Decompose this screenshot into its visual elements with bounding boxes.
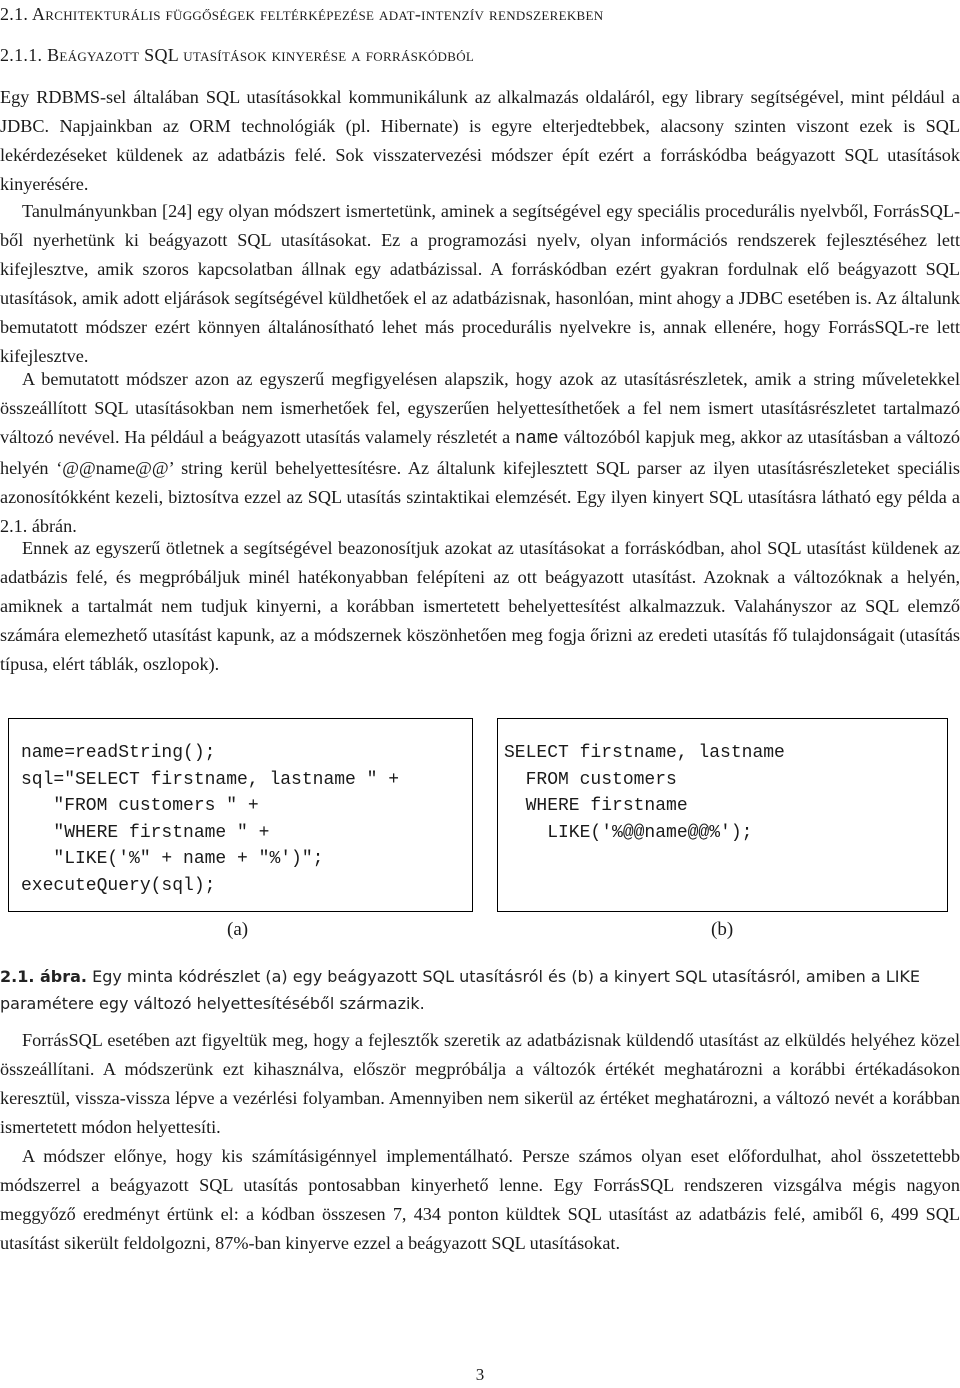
subfigure-label-a: (a) xyxy=(227,919,249,940)
paragraph-method-text-1: A bemutatott módszer azon az egyszerű megfigyelésen alapszik, hogy azok az utasításrészletek, amik a string műveletekkel összeállított SQL utasításokban nem ismerhetőek fel, egyszerűen helyettesíthetőek a fel nem ismert utasításrészletet tartalmazó változó nevével. Ha például a beágyazott utasítás valamely részletét a xyxy=(0,369,960,447)
paragraph-results: A módszer előnye, hogy kis számításigénnyel implementálható. Persze számos olyan eset előfordulhat, ahol összetettebb módszerrel a beágyazott SQL utasítás pontosabban kinyerhető lenne. Egy ForrásSQL rendszeren vizsgálva mégis nagyon meggyőző eredményt értünk el: a kódban összesen 7, 434 ponton küldtek SQL utasítást az adatbázis felé, amiből 6, 499 SQL utasítást sikerült feldolgozni, 87%-ban kinyerve ezzel a beágyazott SQL utasításokat. xyxy=(0,1146,960,1253)
code-listing-b-text: SELECT firstname, lastname FROM customers WHERE firstname LIKE('%@@name@@%'); xyxy=(504,743,785,843)
inline-code-name: name xyxy=(515,429,559,449)
paragraph-method-text-2: változóból kapjuk meg, akkor az utasításban a változó helyén ‘@@name@@’ string kerül behelyettesítésre. Az általunk kifejlesztett SQL parser az ilyen utasításrészleteket speciális azonosítókként kezeli, biztosítva ezzel az SQL utasítás szintaktikai elemzését. Egy ilyen kinyert SQL utasításra látható egy példa a 2.1. ábrán. xyxy=(0,427,960,536)
code-listing-b xyxy=(497,718,948,912)
figure-caption-label: 2.1. ábra. xyxy=(0,967,88,986)
paragraph-method xyxy=(0,365,960,541)
subsection-heading: 2.1.1. Beágyazott SQL utasítások kinyerése a forráskódból xyxy=(0,45,475,65)
section-heading: 2.1. Architekturális függőségek feltérképezése adat-intenzív rendszerekben xyxy=(0,4,604,24)
paragraph-forrassql: ForrásSQL esetében azt figyeltük meg, hogy a fejlesztők szeretik az adatbázisnak küldendő utasítást az elküldés helyéhez közel összeállítani. A módszerünk ezt kihasználva, először megpróbálja a változók értékét meghatározni a korábbi értékadásokon keresztül, vissza-vissza lépve a vezérlési folyamban. Amennyiben nem sikerül az értéket meghatározni, a változó nevét a korábban ismertetett módon helyettesíti. xyxy=(0,1030,960,1137)
code-listing-a-text: name=readString(); sql="SELECT firstname, lastname " + "FROM customers " + "WHERE firstname " + "LIKE('%" + name + "%')"; executeQuery(sql); xyxy=(21,743,400,896)
page-number: 3 xyxy=(475,1365,485,1384)
paragraph-intro: Egy RDBMS-sel általában SQL utasításokkal kommunikálunk az alkalmazás oldaláról, egy library segítségével, mint például a JDBC. Napjainkban az ORM technológiák (pl. Hibernate) is egyre elterjedtebbek, alacsony szinten viszont ezek is SQL lekérdezéseket küldenek az adatbázis felé. Sok visszatervezési módszer épít ezért a forráskódba beágyazott SQL utasítások kinyerésére. xyxy=(0,87,960,194)
paragraph-idea: Ennek az egyszerű ötletnek a segítségével beazonosítjuk azokat az utasításokat a forráskódban, ahol SQL utasítást küldenek az adatbázis felé, és megpróbáljuk minél hatékonyabban felépíteni az ott beágyazott utasítást. Azoknak a változóknak a helyén, amiknek a tartalmát nem tudjuk kinyerni, a korábban ismertetett behelyettesítést alkalmazzuk. Valahányszor az SQL elemző számára elemezhető utasítást kapunk, az a módszernek köszönhetően meg fogja őrizni az eredeti utasítás fő tulajdonságait (utasítás típusa, elért táblák, oszlopok). xyxy=(0,538,960,674)
figure-caption xyxy=(0,963,960,1017)
figure-caption-text: Egy minta kódrészlet (a) egy beágyazott SQL utasításról és (b) a kinyert SQL utasításról, amiben a LIKE paramétere egy változó helyettesítéséből származik. xyxy=(0,967,921,1013)
subfigure-label-b: (b) xyxy=(711,919,734,940)
code-listing-a xyxy=(8,718,473,912)
paragraph-study: Tanulmányunkban [24] egy olyan módszert ismertetünk, aminek a segítségével egy speciális procedurális nyelvből, ForrásSQL-ből nyerhetünk ki beágyazott SQL utasításokat. Ez a programozási nyelv, olyan információs rendszerek fejlesztéséhez lett kifejlesztve, amik szoros kapcsolatban állnak egy adatbázissal. A forráskódban ezért gyakran fordulnak elő beágyazott SQL utasítások, amik adott eljárások segítségével küldhetőek el az adatbázisnak, hasonlóan, mint ahogy a JDBC esetében is. Az általunk bemutatott módszer ezért könnyen általánosítható lehet más procedurális nyelvekre is, annak ellenére, hogy ForrásSQL-re lett kifejlesztve. xyxy=(0,201,960,366)
